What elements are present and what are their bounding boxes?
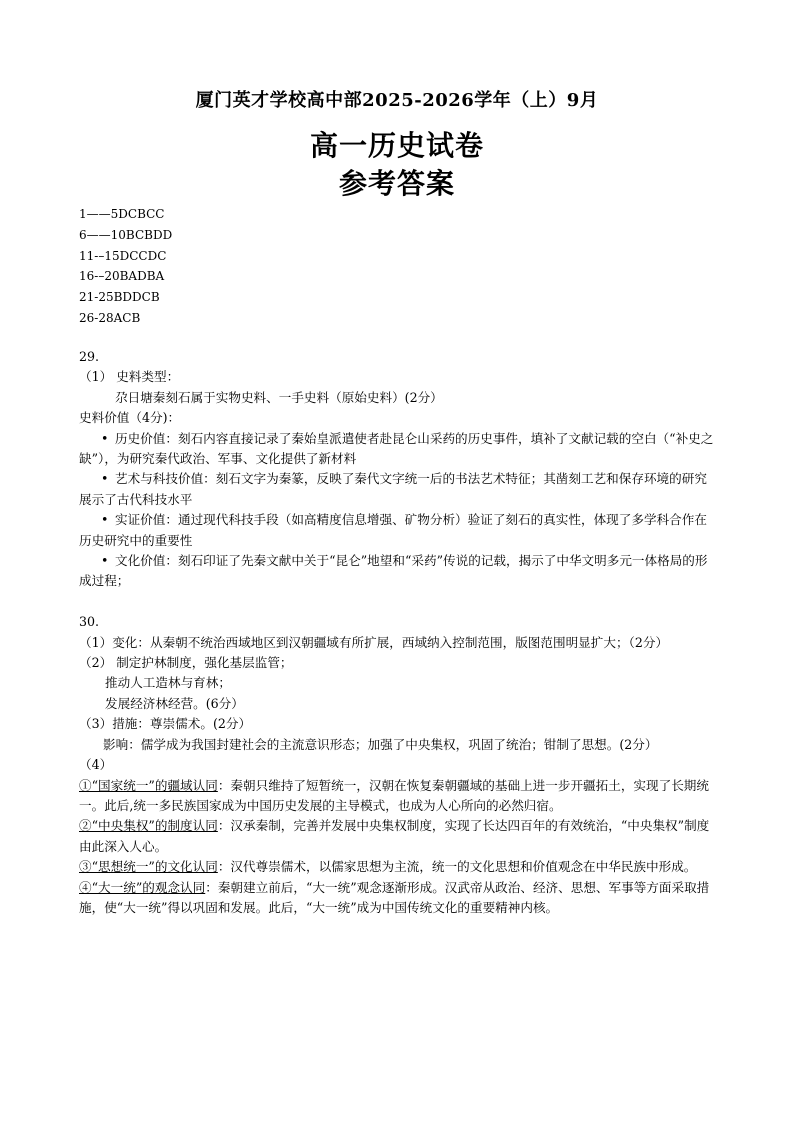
q30-part1: （1）变化：从秦朝不统治西域地区到汉朝疆域有所扩展，西域纳入控制范围，版图范围明显扩大；（2分） (79, 634, 669, 650)
answer-key-title: 参考答案 (338, 167, 455, 200)
answer-row: 26-28ACB (79, 310, 141, 325)
q29-part1-text: 尕日塘秦刻石属于实物史料、一手史料（原始史料）(2分） (115, 389, 443, 405)
q29-bullet: • 实证价值：通过现代科技手段（如高精度信息增强、矿物分析）验证了刻石的真实性，体现了多学科合作在历史研究中的重要性 (79, 512, 707, 548)
q30-point: ①“国家统一”的疆域认同：秦朝只维持了短暂统一，汉朝在恢复秦朝疆域的基础上进一步开疆拓土，实现了长期统一。此后,统一多民族国家成为中国历史发展的主导模式，也成为人心所向的必然归宿。 (79, 777, 709, 813)
answer-row: 11-–15DCCDC (79, 248, 167, 263)
q30-part4-label: （4） (79, 757, 113, 773)
answer-row: 1——5DCBCC (79, 207, 165, 221)
answer-row: 16-–20BADBA (79, 269, 165, 284)
q30-point: ③“思想统一”的文化认同：汉代尊崇儒术，以儒家思想为主流，统一的文化思想和价值观念在中华民族中形成。 (79, 859, 697, 875)
exam-title: 高一历史试卷 (309, 129, 484, 162)
q30-point: ④“大一统”的观念认同：秦朝建立前后，“大一统”观念逐渐形成。汉武帝从政治、经济、思想、军事等方面采取措施，使“大一统”得以巩固和发展。此后，“大一统”成为中国传统文化的重要精神内核。 (79, 879, 710, 915)
point-title: ①“国家统一”的疆域认同 (79, 777, 218, 793)
bullet-icon: • (101, 471, 109, 487)
answer-row: 21-25BDDCB (79, 290, 160, 305)
q30-part3-label: （3）措施：尊崇儒术。(2分） (79, 716, 252, 732)
q30-part2-label: （2） 制定护林制度，强化基层监管； (79, 655, 293, 671)
q29-bullet: • 文化价值：刻石印证了先秦文献中关于“昆仑”地望和“采药”传说的记载，揭示了中华文明多元一体格局的形成过程； (79, 553, 708, 589)
q29-bullet: • 艺术与科技价值：刻石文字为秦篆，反映了秦代文字统一后的书法艺术特征；其凿刻工艺和保存环境的研究展示了古代科技水平 (79, 471, 707, 507)
q30-part2-line: 发展经济林经营。(6分） (105, 695, 244, 711)
q30-part3-effect: 影响：儒学成为我国封建社会的主流意识形态；加强了中央集权，巩固了统治；钳制了思想。(2分） (103, 736, 658, 752)
bullet-icon: • (101, 553, 109, 569)
q29-part1-label: （1） 史料类型： (79, 369, 180, 385)
answer-row: 6——10BCBDD (79, 227, 173, 242)
q30-number: 30. (79, 614, 100, 630)
q30-part2-line: 推动人工造林与育林； (105, 675, 231, 691)
choice-answers (79, 204, 172, 329)
q30-point: ②“中央集权”的制度认同：汉承秦制，完善并发展中央集权制度，实现了长达四百年的有效统治，“中央集权”制度由此深入人心。 (79, 818, 710, 854)
q29-number: 29. (79, 349, 100, 364)
answer-body (79, 347, 719, 918)
q29-value-label: 史料价值（4分)： (79, 410, 181, 426)
bullet-icon: • (101, 512, 109, 528)
school-title: 厦门英才学校高中部2025-2026学年（上）9月 (195, 90, 599, 111)
point-title: ②“中央集权”的制度认同 (79, 818, 218, 834)
point-title: ③“思想统一”的文化认同 (79, 859, 218, 875)
bullet-icon: • (101, 430, 109, 446)
point-title: ④“大一统”的观念认同 (79, 879, 206, 895)
q29-bullet: • 历史价值：刻石内容直接记录了秦始皇派遣使者赴昆仑山采药的历史事件，填补了文献记载的空白（“补史之缺”），为研究秦代政治、军事、文化提供了新材料 (79, 430, 714, 467)
